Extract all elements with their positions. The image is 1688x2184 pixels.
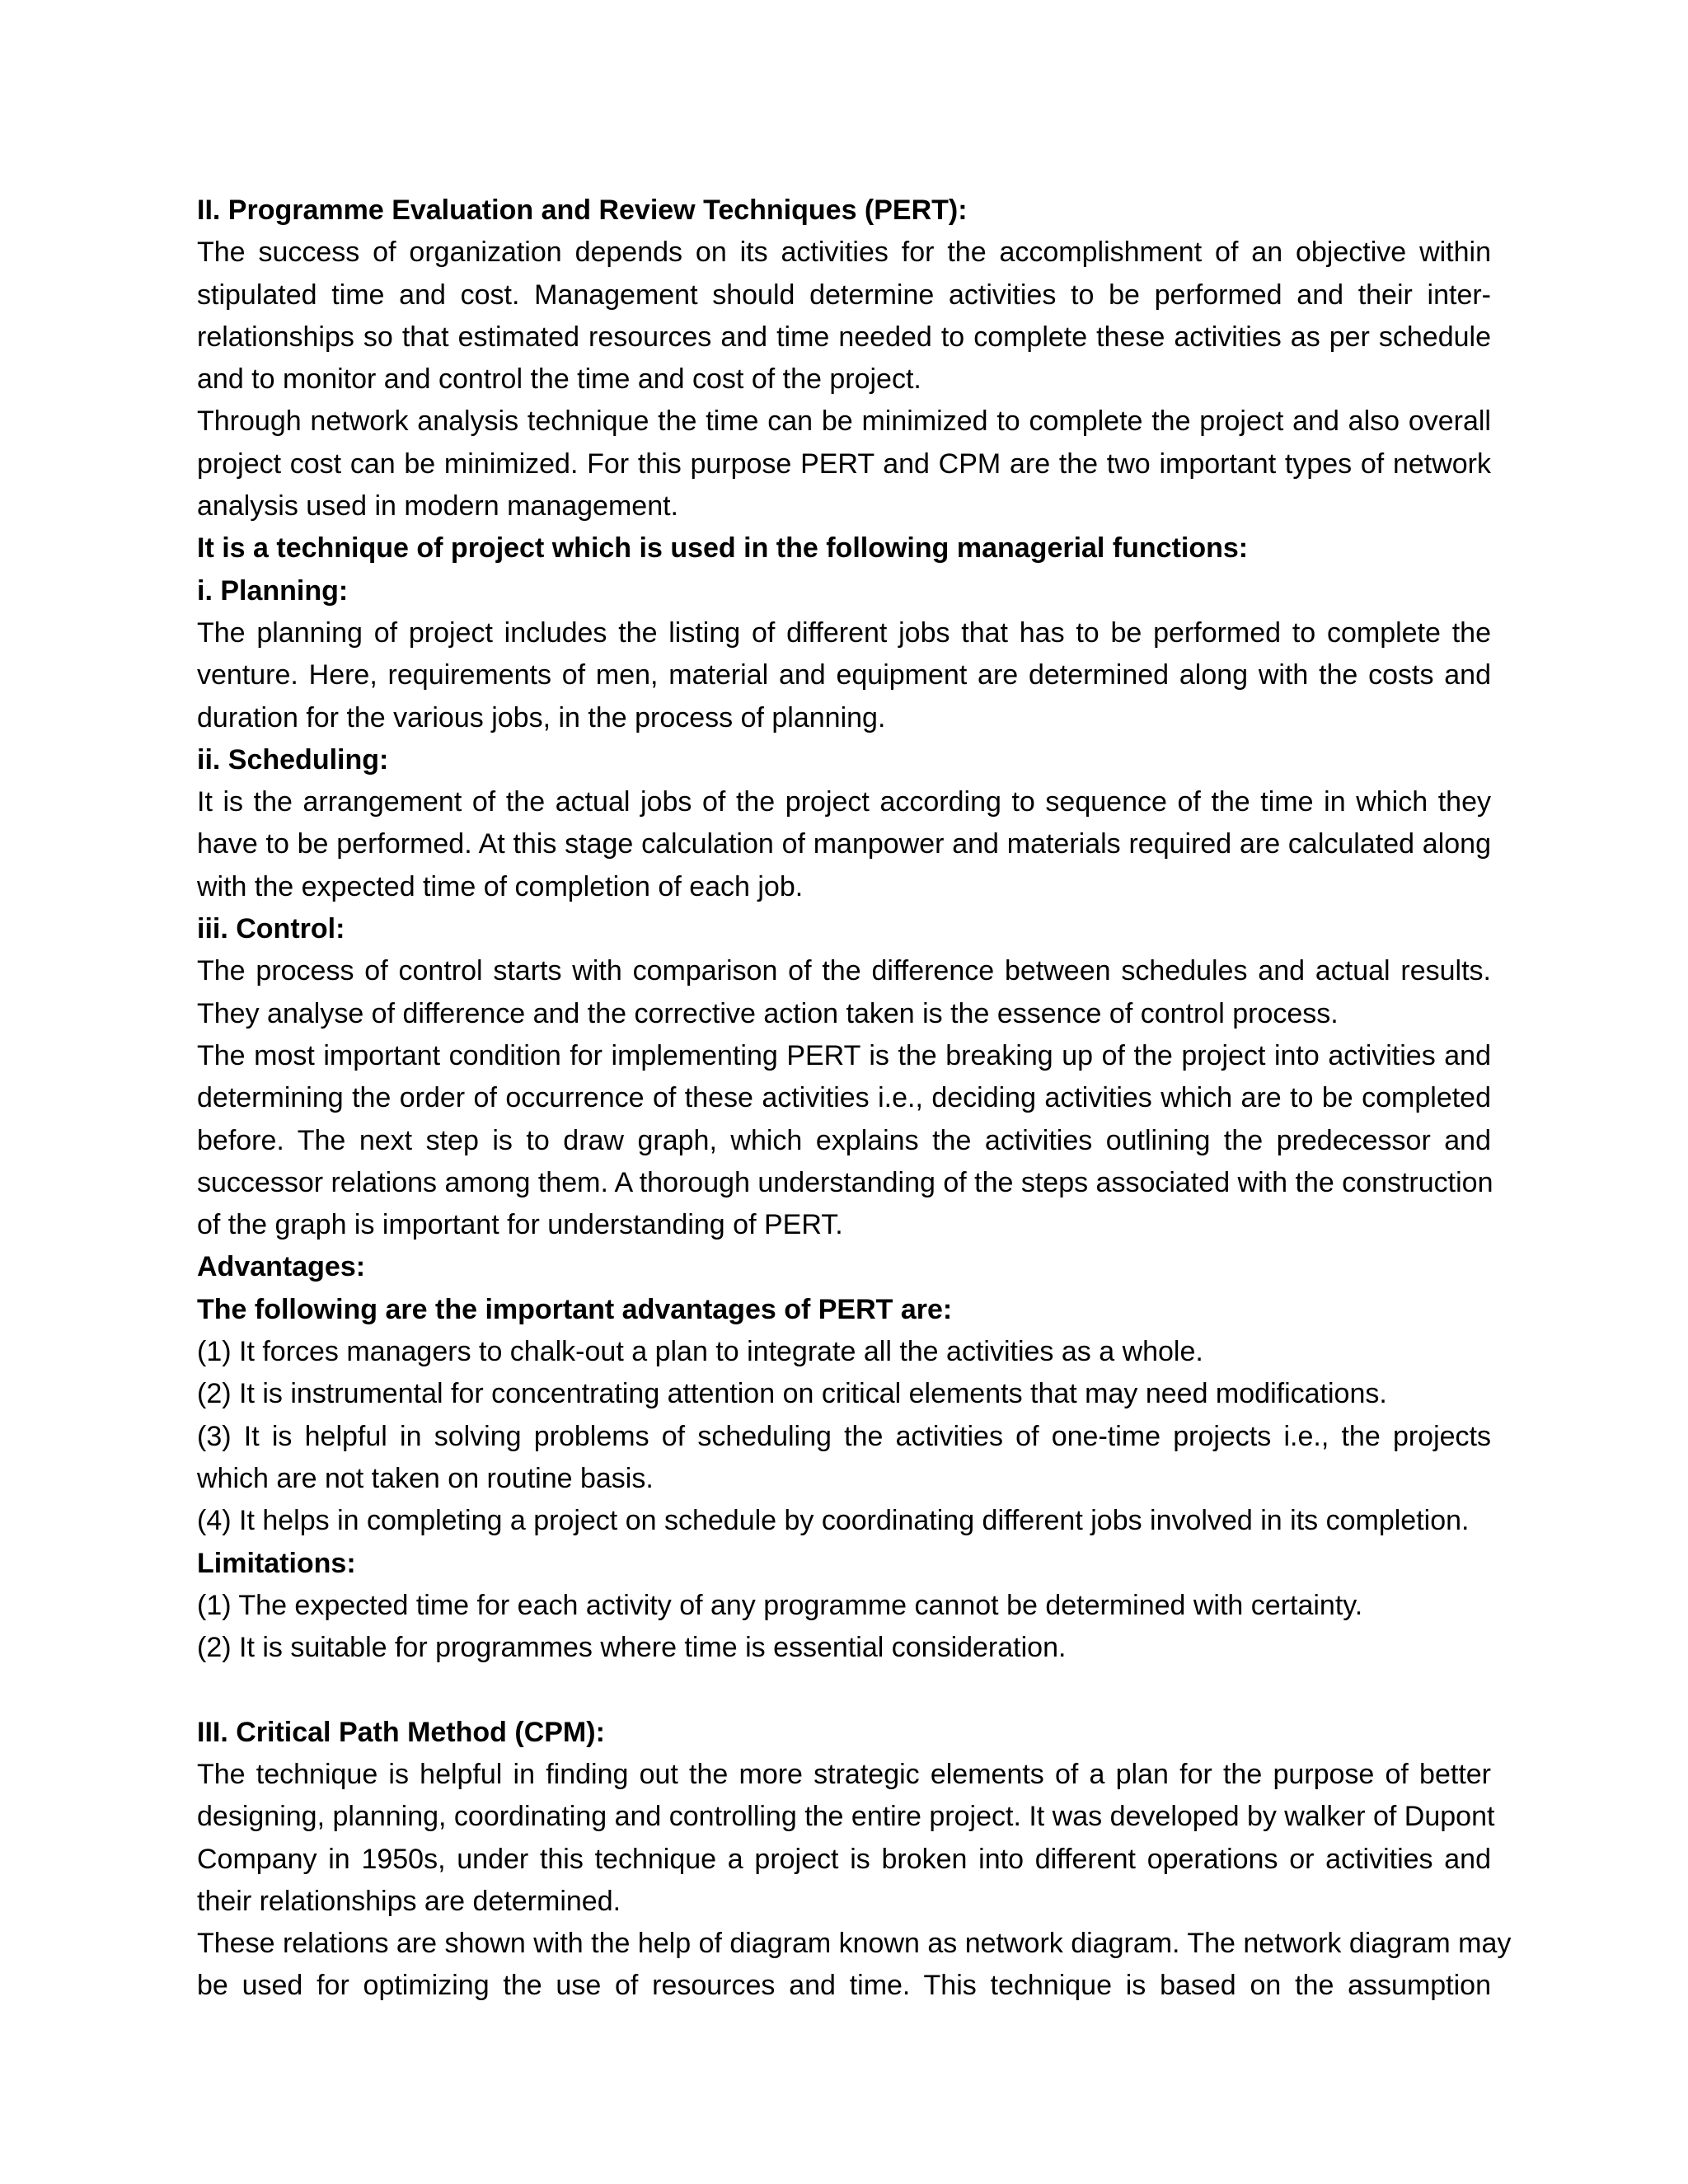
list-item-continuation: which are not taken on routine basis. [197, 1462, 654, 1494]
text-line: duration for the various jobs, in the process of planning. [197, 701, 886, 733]
advantages-subheading: The following are the important advantages of PERT are: [197, 1293, 953, 1325]
text-line: Through network analysis technique the time can be minimized to complete the project and also overall [197, 405, 1491, 438]
text-line: be used for optimizing the use of resources and time. This technique is based on the assumption [197, 1970, 1491, 2002]
list-item: (3) It is helpful in solving problems of scheduling the activities of one-time projects i.e., the projects [197, 1420, 1491, 1452]
text-line: before. The next step is to draw graph, which explains the activities outlining the predecessor and [197, 1124, 1491, 1156]
text-line: The process of control starts with comparison of the difference between schedules and actual results. [197, 955, 1491, 987]
list-item: (1) It forces managers to chalk-out a plan to integrate all the activities as a whole. [197, 1336, 1203, 1368]
text-line: successor relations among them. A thorough understanding of the steps associated with the construction [197, 1166, 1493, 1198]
text-line: These relations are shown with the help of diagram known as network diagram. The network diagram may [197, 1928, 1512, 1960]
text-line: The most important condition for implementing PERT is the breaking up of the project into activities and [197, 1039, 1491, 1071]
limitations-heading: Limitations: [197, 1547, 356, 1579]
text-line: It is the arrangement of the actual jobs of the project according to sequence of the time in which they [197, 786, 1491, 818]
text-line: The planning of project includes the listing of different jobs that has to be performed to complete the [197, 616, 1491, 649]
control-heading: iii. Control: [197, 913, 345, 945]
planning-paragraph [197, 612, 1491, 739]
cpm-paragraph-2 [197, 1923, 1512, 2008]
text-line: determining the order of occurrence of these activities i.e., deciding activities which are to be completed [197, 1082, 1491, 1114]
document-page [197, 190, 1512, 2008]
text-line: They analyse of difference and the corrective action taken is the essence of control process. [197, 997, 1339, 1029]
text-line: analysis used in modern management. [197, 490, 678, 523]
text-line: relationships so that estimated resources and time needed to complete these activities as per schedule [197, 321, 1491, 353]
limitations-list [197, 1585, 1491, 1670]
list-item: (2) It is instrumental for concentrating attention on critical elements that may need modifications. [197, 1378, 1387, 1410]
text-line: have to be performed. At this stage calculation of manpower and materials required are calculated along [197, 828, 1491, 860]
condition-paragraph [197, 1035, 1491, 1246]
pert-intro-paragraph-1 [197, 232, 1491, 401]
text-line: stipulated time and cost. Management should determine activities to be performed and their inter- [197, 279, 1491, 311]
pert-heading: II. Programme Evaluation and Review Techniques (PERT): [197, 194, 968, 226]
text-line: their relationships are determined. [197, 1885, 621, 1917]
text-line: The success of organization depends on its activities for the accomplishment of an objective within [197, 237, 1491, 269]
cpm-heading: III. Critical Path Method (CPM): [197, 1716, 605, 1748]
list-item: (1) The expected time for each activity of any programme cannot be determined with certainty. [197, 1589, 1363, 1621]
text-line: designing, planning, coordinating and controlling the entire project. It was developed by walker of Dupont [197, 1801, 1495, 1833]
blank-line [197, 1669, 1491, 1711]
cpm-paragraph-1 [197, 1754, 1495, 1923]
advantages-list [197, 1331, 1491, 1542]
list-item: (2) It is suitable for programmes where time is essential consideration. [197, 1632, 1067, 1664]
text-line: venture. Here, requirements of men, material and equipment are determined along with the costs and [197, 659, 1491, 691]
text-line: of the graph is important for understanding of PERT. [197, 1209, 843, 1241]
scheduling-heading: ii. Scheduling: [197, 743, 389, 776]
text-line: and to monitor and control the time and cost of the project. [197, 363, 921, 396]
text-line: with the expected time of completion of each job. [197, 870, 804, 902]
functions-heading: It is a technique of project which is used in the following managerial functions: [197, 532, 1249, 565]
advantages-heading: Advantages: [197, 1251, 366, 1283]
text-line: The technique is helpful in finding out the more strategic elements of a plan for the purpose of better [197, 1758, 1491, 1790]
control-paragraph [197, 950, 1491, 1035]
planning-heading: i. Planning: [197, 574, 349, 607]
list-item: (4) It helps in completing a project on schedule by coordinating different jobs involved in its completion. [197, 1505, 1470, 1537]
scheduling-paragraph [197, 781, 1491, 908]
text-line: project cost can be minimized. For this purpose PERT and CPM are the two important types of network [197, 448, 1491, 480]
text-line: Company in 1950s, under this technique a project is broken into different operations or activities and [197, 1843, 1491, 1875]
pert-intro-paragraph-2 [197, 401, 1491, 527]
